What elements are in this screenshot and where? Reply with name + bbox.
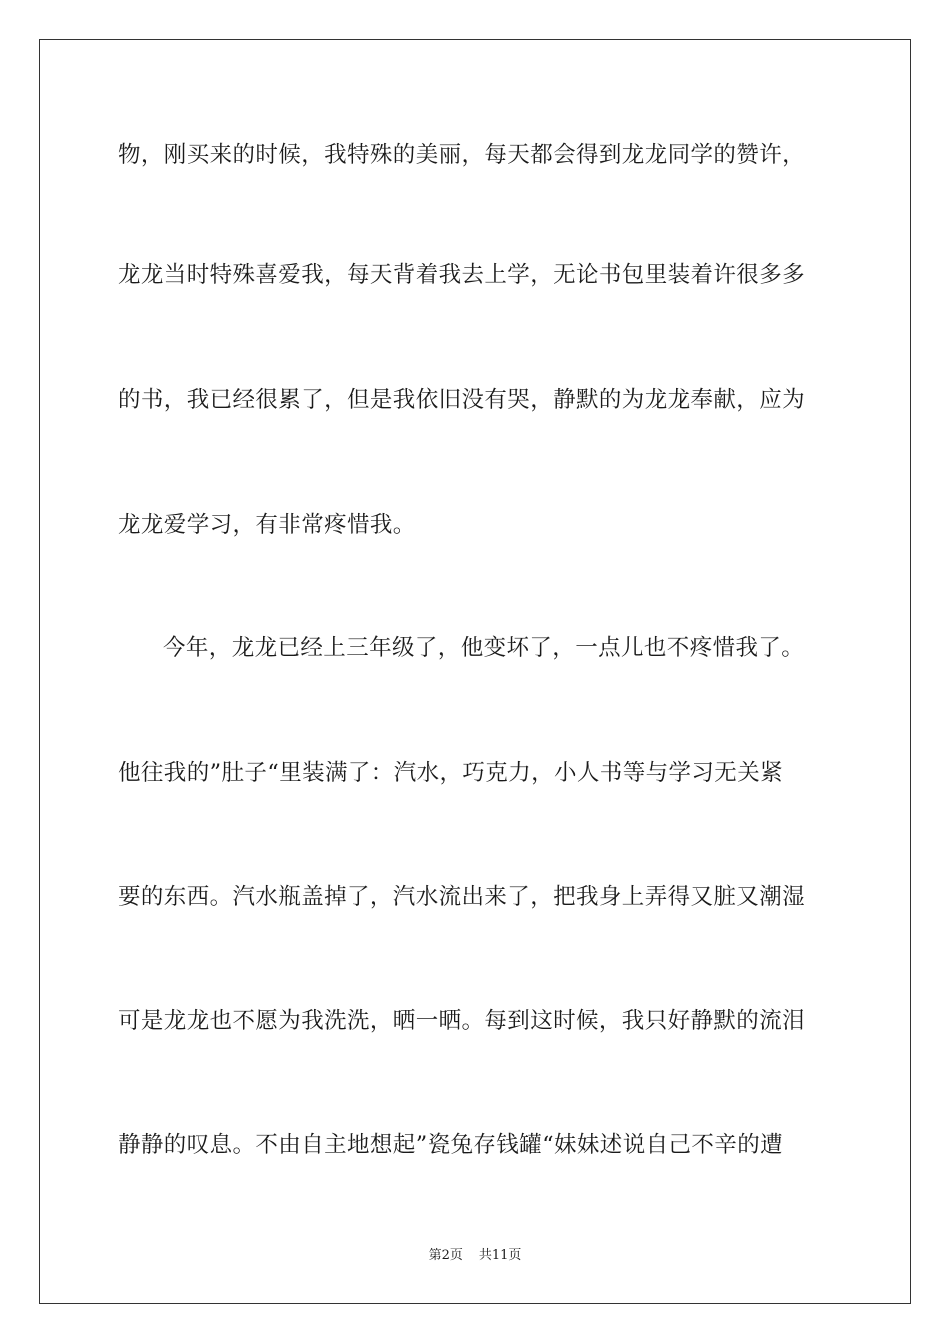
body-line-3: 的书，我已经很累了，但是我依旧没有哭，静默的为龙龙奉献，应为 [118,387,806,413]
page-footer [0,1247,950,1265]
page-number: 第2页 [428,1248,463,1263]
body-line-7: 要的东西。汽水瓶盖掉了，汽水流出来了，把我身上弄得又脏又潮湿 [118,884,806,910]
body-line-6: 他往我的”肚子“里装满了：汽水，巧克力，小人书等与学习无关紧 [118,760,784,786]
page-border [39,39,911,1304]
page-total: 共11页 [478,1248,522,1263]
body-line-2: 龙龙当时特殊喜爱我，每天背着我去上学，无论书包里装着许很多多 [118,262,806,288]
body-line-5-paragraph-start: 今年，龙龙已经上三年级了，他变坏了，一点儿也不疼惜我了。 [163,635,805,661]
body-line-1: 物，刚买来的时候，我特殊的美丽，每天都会得到龙龙同学的赞许， [118,142,806,168]
body-line-9: 静静的叹息。不由自主地想起”瓷兔存钱罐“妹妹述说自己不辛的遭 [118,1132,784,1158]
body-line-8: 可是龙龙也不愿为我洗洗，晒一晒。每到这时候，我只好静默的流泪 [118,1008,806,1034]
body-line-4: 龙龙爱学习，有非常疼惜我。 [118,512,416,538]
